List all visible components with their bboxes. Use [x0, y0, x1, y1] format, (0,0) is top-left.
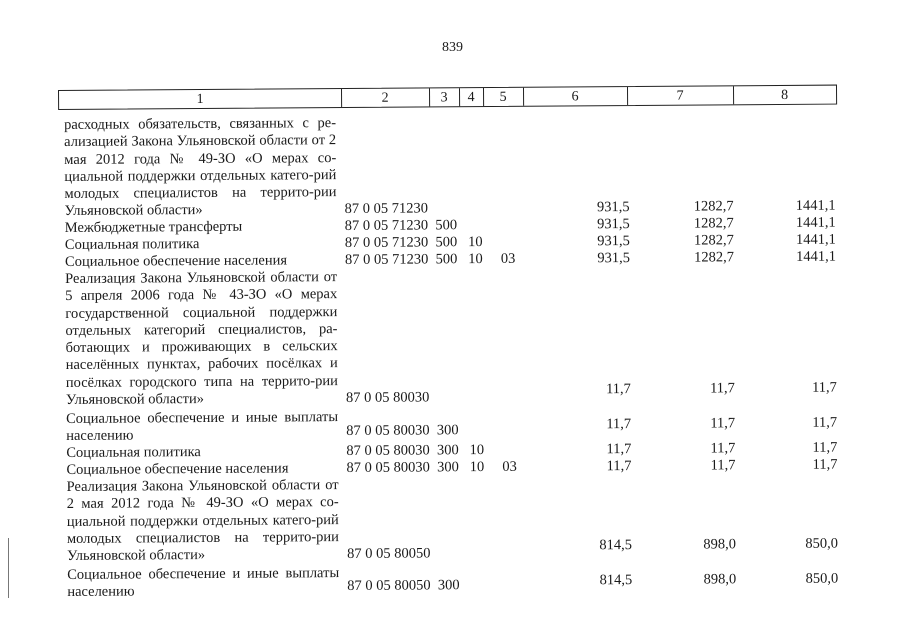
- row-value-col6: 931,5: [597, 250, 631, 267]
- row-code: 87 0 05 80030: [345, 389, 430, 407]
- row-value-col7: 11,7: [710, 457, 736, 474]
- row-description: Социальная политика: [66, 444, 201, 461]
- row-code: 87 0 05 80030 300 10: [346, 442, 485, 460]
- header-col-5: 5: [483, 88, 524, 106]
- row-value-col8: 850,0: [805, 570, 839, 587]
- row-value-col7: 1282,7: [694, 249, 735, 266]
- row-description: Реализация Закона Ульяновской области от 2 мая 2012 года № 49-ЗО «О мерах со-циальной поддержки отдельных катего-рий молодых специалистов на террито-рии Ульяновской области»: [66, 477, 339, 565]
- row-value-col7: 11,7: [710, 440, 736, 457]
- row-description: Социальное обеспечение и иные выплаты населению: [67, 565, 340, 601]
- row-code: 87 0 05 71230 500: [344, 217, 458, 235]
- header-col-8: 8: [781, 87, 789, 103]
- row-value-col8: 11,7: [812, 414, 838, 431]
- row-value-col6: 931,5: [597, 233, 630, 250]
- row-value-col6: 931,5: [597, 216, 630, 233]
- header-col-4: 4: [459, 88, 484, 106]
- page-number: 839: [442, 40, 463, 55]
- row-description: Социальное обеспечение населения: [66, 460, 289, 478]
- header-col-1: 1: [59, 89, 342, 109]
- row-description: Социальная политика: [64, 236, 200, 253]
- row-value-col6: 814,5: [599, 572, 633, 589]
- row-value-col8: 1441,1: [795, 231, 836, 248]
- header-col-2: 2: [341, 88, 430, 107]
- row-description: Социальное обеспечение и иные выплаты населению: [66, 409, 339, 445]
- row-value-col7: 1282,7: [693, 232, 734, 249]
- table-row: [0, 111, 905, 220]
- row-code: 87 0 05 80030 300: [346, 422, 459, 440]
- row-code: 87 0 05 80050: [346, 545, 431, 563]
- row-value-col6: 11,7: [606, 416, 632, 433]
- row-value-col7: 898,0: [703, 536, 737, 553]
- row-value-col7: 11,7: [710, 415, 736, 432]
- header-col-7: 7: [627, 86, 734, 105]
- header-col-6: 6: [523, 87, 628, 106]
- row-description: расходных обязательств, связанных с ре-ализацией Закона Ульяновской области от 2 мая 2012 года № 49-ЗО «О мерах со-циальной поддержки отдельных катего-рий молодых специалистов на террито-рии Ульяновской области»: [63, 115, 337, 220]
- row-value-col8: 11,7: [811, 379, 837, 396]
- row-value-col6: 11,7: [605, 381, 631, 398]
- header-col-3: 3: [429, 88, 460, 106]
- row-value-col7: 898,0: [703, 571, 737, 588]
- scan-margin-line: [8, 538, 9, 598]
- row-code: 87 0 05 80050 300: [347, 577, 460, 595]
- row-code: 87 0 05 71230: [344, 200, 429, 218]
- row-value-col7: 11,7: [709, 380, 735, 397]
- row-description: Социальное обеспечение населения: [64, 252, 288, 270]
- row-value-col6: 814,5: [599, 537, 633, 554]
- row-value-col7: 1282,7: [693, 215, 734, 232]
- row-value-col6: 11,7: [606, 441, 632, 458]
- row-value-col8: 850,0: [805, 535, 839, 552]
- row-description: Реализация Закона Ульяновской области от 5 апреля 2006 года № 43-ЗО «О мерах государственной социальной поддержки отдельных категорий специалистов, ра-ботающих и проживающих в сельских населённых пунктах, рабочих посёлках и посёлках городского типа на террито-рии Ульяновской области»: [65, 269, 338, 409]
- row-value-col8: 11,7: [812, 439, 838, 456]
- row-code: 87 0 05 80030 300 10 03: [346, 458, 517, 477]
- row-value-col7: 1282,7: [693, 198, 734, 215]
- row-value-col6: 931,5: [596, 199, 630, 216]
- row-code: 87 0 05 71230 500 10: [344, 234, 483, 252]
- row-value-col8: 1441,1: [795, 214, 836, 231]
- row-value-col8: 11,7: [812, 456, 838, 473]
- row-code: 87 0 05 71230 500 10 03: [344, 250, 516, 269]
- row-value-col6: 11,7: [606, 458, 632, 475]
- row-value-col8: 1441,1: [796, 248, 837, 265]
- row-description: Межбюджетные трансферты: [64, 218, 243, 236]
- row-value-col8: 1441,1: [795, 197, 836, 214]
